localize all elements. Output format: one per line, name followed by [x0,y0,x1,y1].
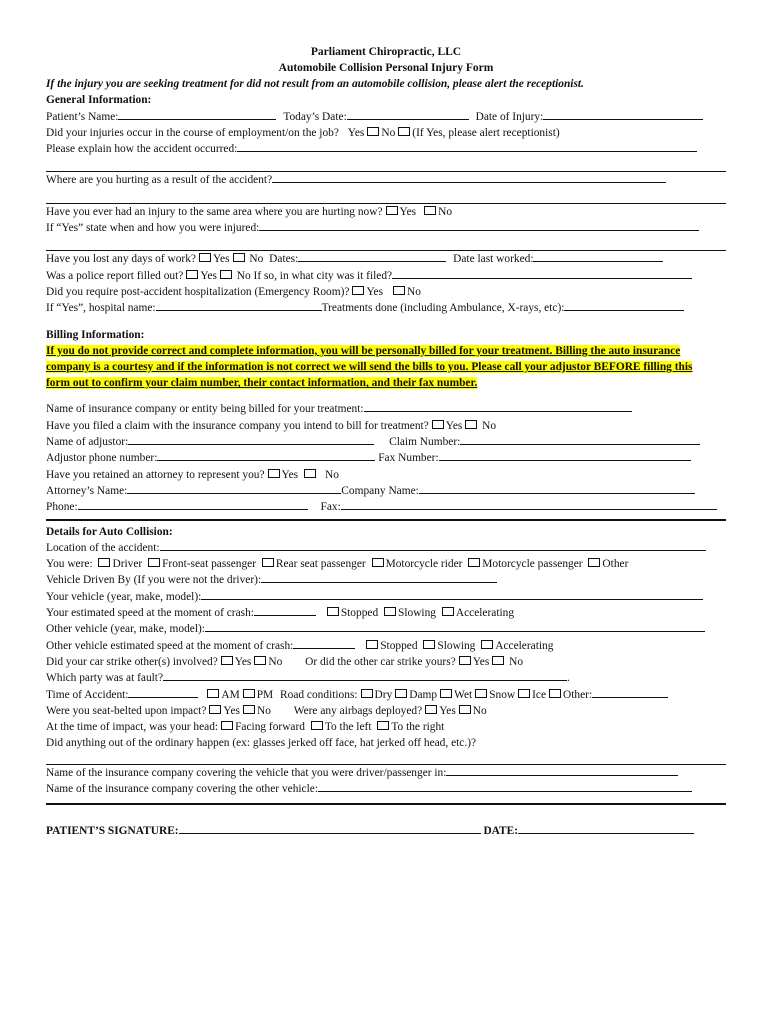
your-insurer-label: Name of the insurance company covering the vehicle that you were driver/passenger in: [46,766,447,779]
head-question: At the time of impact, was your head: [46,721,219,734]
role-motorcycle-passenger-checkbox[interactable] [468,558,480,567]
police-city-label: If so, in what city was it filed? [253,269,393,282]
row-police [46,268,726,284]
facing-forward-label: Facing forward [235,721,305,734]
fax-field[interactable] [341,499,717,510]
road-snow-checkbox[interactable] [475,689,487,698]
date-last-worked-label: Date last worked: [453,253,534,266]
other-stopped-checkbox[interactable] [366,640,378,649]
explain-label: Please explain how the accident occurred: [46,143,238,156]
row-other-vehicle [46,621,726,637]
hurting-field-line-2[interactable] [46,189,726,204]
role-label: Motorcycle passenger [482,558,583,571]
insurance-name-field[interactable] [364,401,632,412]
road-label: Damp [409,688,438,701]
head-left-checkbox[interactable] [311,721,323,730]
signature-date-field[interactable] [518,823,694,834]
dates-field[interactable] [298,251,446,262]
row-phone-fax [46,499,726,515]
am-label: AM [221,688,240,701]
claim-number-label: Claim Number: [389,436,461,449]
yes-label: Yes [212,253,230,266]
row-your-insurer [46,765,726,781]
no-label: No [236,269,251,282]
employment-yes-checkbox[interactable] [367,127,379,136]
road-ice-checkbox[interactable] [518,689,530,698]
row-other-speed [46,638,726,654]
phone-label: Phone: [46,501,78,514]
attorney-question: Have you retained an attorney to represent you? [46,468,265,481]
other-accelerating-checkbox[interactable] [481,640,493,649]
unusual-field[interactable] [46,752,726,765]
date-last-worked-field[interactable] [533,251,663,262]
police-city-field[interactable] [392,268,692,279]
road-other-field[interactable] [592,687,668,698]
fax-number-label: Fax Number: [378,452,439,465]
other-vehicle-field[interactable] [205,621,705,632]
company-name: Parliament Chiropractic, LLC [310,46,462,58]
employment-no-checkbox[interactable] [398,127,410,136]
explain-field[interactable] [237,141,697,152]
adjustor-name-field[interactable] [128,434,374,445]
accelerating-label: Accelerating [495,639,554,652]
yes-label: Yes [281,468,299,481]
insurance-name-label: Name of insurance company or entity being billed for your treatment: [46,403,364,416]
row-hospital [46,284,726,300]
row-employment [46,125,726,141]
role-label: Rear seat passenger [275,558,366,571]
prior-detail-field-line-2[interactable] [46,236,726,251]
filed-claim-question: Have you filed a claim with the insurance company you intend to bill for treatment? [46,419,429,432]
unusual-question: Did anything out of the ordinary happen (ex: glasses jerked off face, hat jerked off head, etc.)? [46,737,477,750]
strike-you-no-checkbox[interactable] [492,656,504,665]
yes-label: Yes [234,655,252,668]
notice: If the injury you are seeking treatment for did not result from an automobile collision, please alert the receptionist. [46,78,584,90]
road-damp-checkbox[interactable] [395,689,407,698]
if-yes-alert: (If Yes, please alert receptionist) [412,126,560,139]
slowing-label: Slowing [398,607,436,620]
row-insurance-name [46,401,726,417]
no-label: No [472,704,487,717]
your-slowing-checkbox[interactable] [384,607,396,616]
road-wet-checkbox[interactable] [440,689,452,698]
no-label: No [509,655,524,668]
yes-label: Yes [472,655,490,668]
role-front-seat-checkbox[interactable] [148,558,160,567]
prior-injury-question: Have you ever had an injury to the same area where you are hurting now? [46,205,383,218]
patient-name-field[interactable] [118,109,276,120]
date-of-injury-label: Date of Injury: [475,110,544,123]
treatments-label: Treatments done (including Ambulance, X-rays, etc): [321,302,565,315]
row-seatbelt [46,703,726,719]
row-prior-injury [46,204,726,220]
date-of-injury-field[interactable] [543,109,703,120]
row-filed-claim [46,418,726,434]
hospital-yes-checkbox[interactable] [352,286,364,295]
strike-others-no-checkbox[interactable] [254,656,266,665]
pm-checkbox[interactable] [243,689,255,698]
row-names-dates [46,109,726,125]
claim-number-field[interactable] [460,434,700,445]
no-label: No [438,205,453,218]
row-attorney-name [46,483,726,499]
yes-label: Yes [445,419,463,432]
pm-label: PM [256,688,274,701]
row-your-speed [46,605,726,621]
stopped-label: Stopped [380,639,418,652]
lost-days-question: Have you lost any days of work? [46,253,196,266]
row-lost-days [46,251,726,267]
strike-others-yes-checkbox[interactable] [221,656,233,665]
seatbelt-no-checkbox[interactable] [243,705,255,714]
dates-label: Dates: [269,253,299,266]
row-hurting [46,172,726,188]
general-heading: General Information: [46,94,152,107]
no-label: No [324,468,339,481]
police-no-checkbox[interactable] [220,270,232,279]
to-right-label: To the right [391,721,445,734]
slowing-label: Slowing [437,639,476,652]
fax-number-field[interactable] [439,450,691,461]
row-your-vehicle [46,589,726,605]
road-label: Wet [454,688,473,701]
row-driven-by [46,572,726,588]
road-label: Other: [563,688,593,701]
hurting-label: Where are you hurting as a result of the accident? [46,174,273,187]
no-label: No [407,285,421,298]
other-insurer-label: Name of the insurance company covering the other vehicle: [46,783,319,795]
form-page [46,44,726,840]
strike-others-question: Did your car strike other(s) involved? [46,655,218,668]
no-label: No [268,655,283,668]
airbags-no-checkbox[interactable] [459,705,471,714]
attorney-no-checkbox[interactable] [304,469,316,478]
airbags-yes-checkbox[interactable] [425,705,437,714]
head-right-checkbox[interactable] [377,721,389,730]
attorney-name-label: Attorney’s Name: [46,484,128,497]
attorney-yes-checkbox[interactable] [268,469,280,478]
row-strike [46,654,726,670]
no-label: No [256,704,271,717]
yes-label: Yes [223,704,240,717]
role-label: Front-seat passenger [162,558,257,571]
other-insurer-field[interactable] [318,781,692,792]
road-label: Snow [489,688,516,701]
hospital-no-checkbox[interactable] [393,286,405,295]
auto-heading: Details for Auto Collision: [46,525,173,538]
prior-injury-yes-checkbox[interactable] [386,206,398,215]
fault-field[interactable] [163,670,567,681]
phone-field[interactable] [78,499,308,510]
stopped-label: Stopped [340,607,379,620]
section-divider [46,803,726,805]
yes-label: Yes [366,285,384,298]
your-stopped-checkbox[interactable] [327,607,339,616]
signature-date-label: DATE: [483,825,519,838]
row-explain [46,141,726,157]
role-motorcycle-rider-checkbox[interactable] [372,558,384,567]
road-dry-checkbox[interactable] [361,689,373,698]
row-fault: Which party was at fault? . [46,672,570,685]
location-field[interactable] [160,540,706,551]
your-accelerating-checkbox[interactable] [442,607,454,616]
treatments-field[interactable] [564,300,684,311]
no-label: No [482,419,497,432]
seatbelt-yes-checkbox[interactable] [209,705,221,714]
todays-date-field[interactable] [347,109,469,120]
company-name-field[interactable] [419,483,695,494]
time-label: Time of Accident: [46,688,129,701]
row-time-road [46,687,726,703]
fax-label: Fax: [320,501,341,514]
role-driver-checkbox[interactable] [98,558,110,567]
row-prior-detail [46,220,726,236]
your-vehicle-field[interactable] [201,589,703,600]
row-signature [46,823,726,839]
airbags-question: Were any airbags deployed? [293,704,423,717]
row-attorney [46,467,726,483]
yes-label: Yes [439,704,456,717]
signature-label: PATIENT’S SIGNATURE: [46,825,179,838]
strike-you-yes-checkbox[interactable] [459,656,471,665]
yes-label: Yes [200,269,217,282]
time-field[interactable] [128,687,198,698]
road-label: Ice [532,688,547,701]
your-speed-field[interactable] [254,605,316,616]
driven-by-field[interactable] [261,572,497,583]
your-insurer-field[interactable] [446,765,678,776]
head-forward-checkbox[interactable] [221,721,233,730]
you-were-label: You were: [46,558,93,571]
role-label: Driver [112,558,143,571]
your-speed-label: Your estimated speed at the moment of crash: [46,607,254,620]
employment-question: Did your injuries occur in the course of employment/on the job? [46,126,339,139]
fault-label: Which party was at fault? [46,672,164,685]
attorney-name-field[interactable] [127,483,341,494]
no-label: No [249,253,264,266]
to-left-label: To the left [324,721,372,734]
adjustor-name-label: Name of adjustor: [46,436,129,449]
no-label: No [381,126,396,139]
prior-detail-field[interactable] [259,220,699,231]
other-speed-field[interactable] [293,638,355,649]
section-divider [46,519,726,521]
strike-you-question: Or did the other car strike yours? [305,655,456,668]
your-vehicle-label: Your vehicle (year, make, model): [46,590,202,603]
patient-name-label: Patient’s Name: [46,110,119,123]
row-hospital-name [46,300,726,316]
adjustor-phone-field[interactable] [157,450,375,461]
role-label: Motorcycle rider [385,558,463,571]
lost-days-no-checkbox[interactable] [233,253,245,262]
company-name-label: Company Name: [341,484,419,497]
driven-by-label: Vehicle Driven By (If you were not the driver): [46,574,262,587]
filed-claim-no-checkbox[interactable] [465,420,477,429]
hospital-name-field[interactable] [156,300,322,311]
filed-claim-yes-checkbox[interactable] [432,420,444,429]
row-other-insurer [46,781,726,797]
adjustor-phone-label: Adjustor phone number: [46,452,158,465]
todays-date-label: Today’s Date: [283,110,347,123]
row-unusual [46,735,726,751]
road-label: Dry [374,688,393,701]
role-other-checkbox[interactable] [588,558,600,567]
other-speed-label: Other vehicle estimated speed at the moment of crash: [46,639,294,652]
yes-label: Yes [399,205,417,218]
row-adjustor-phone [46,450,726,466]
billing-warning-block [46,343,716,392]
row-you-were [46,556,726,572]
hurting-field[interactable] [272,172,666,183]
police-question: Was a police report filled out? [46,269,184,282]
row-adjustor [46,434,726,450]
role-rear-seat-checkbox[interactable] [262,558,274,567]
seatbelt-question: Were you seat-belted upon impact? [46,704,207,717]
other-slowing-checkbox[interactable] [423,640,435,649]
role-label: Other [602,558,629,571]
police-yes-checkbox[interactable] [186,270,198,279]
road-conditions-label: Road conditions: [280,688,358,701]
prior-injury-no-checkbox[interactable] [424,206,436,215]
billing-warning: If you do not provide correct and complete information, you will be personally billed for your treatment. Billing the auto insurance company is a courtesy and if the information is not correct we will send the bills to you. Please call your adjustor BEFORE filling this form out to confirm your claim number, their contact information, and their fax number. [46,344,693,390]
lost-days-yes-checkbox[interactable] [199,253,211,262]
hospital-name-label: If “Yes”, hospital name: [46,302,156,315]
prior-detail-label: If “Yes” state when and how you were injured: [46,222,260,235]
other-vehicle-label: Other vehicle (year, make, model): [46,623,205,636]
road-other-checkbox[interactable] [549,689,561,698]
hospital-question: Did you require post-accident hospitalization (Emergency Room)? [46,285,350,298]
form-title: Automobile Collision Personal Injury Form [278,62,494,74]
explain-field-line-2[interactable] [46,157,726,172]
signature-field[interactable] [179,823,481,834]
location-label: Location of the accident: [46,541,160,554]
row-location [46,540,726,556]
row-head [46,719,726,735]
accelerating-label: Accelerating [455,607,515,620]
am-checkbox[interactable] [207,689,219,698]
billing-heading: Billing Information: [46,328,145,341]
yes-label: Yes [347,126,365,139]
